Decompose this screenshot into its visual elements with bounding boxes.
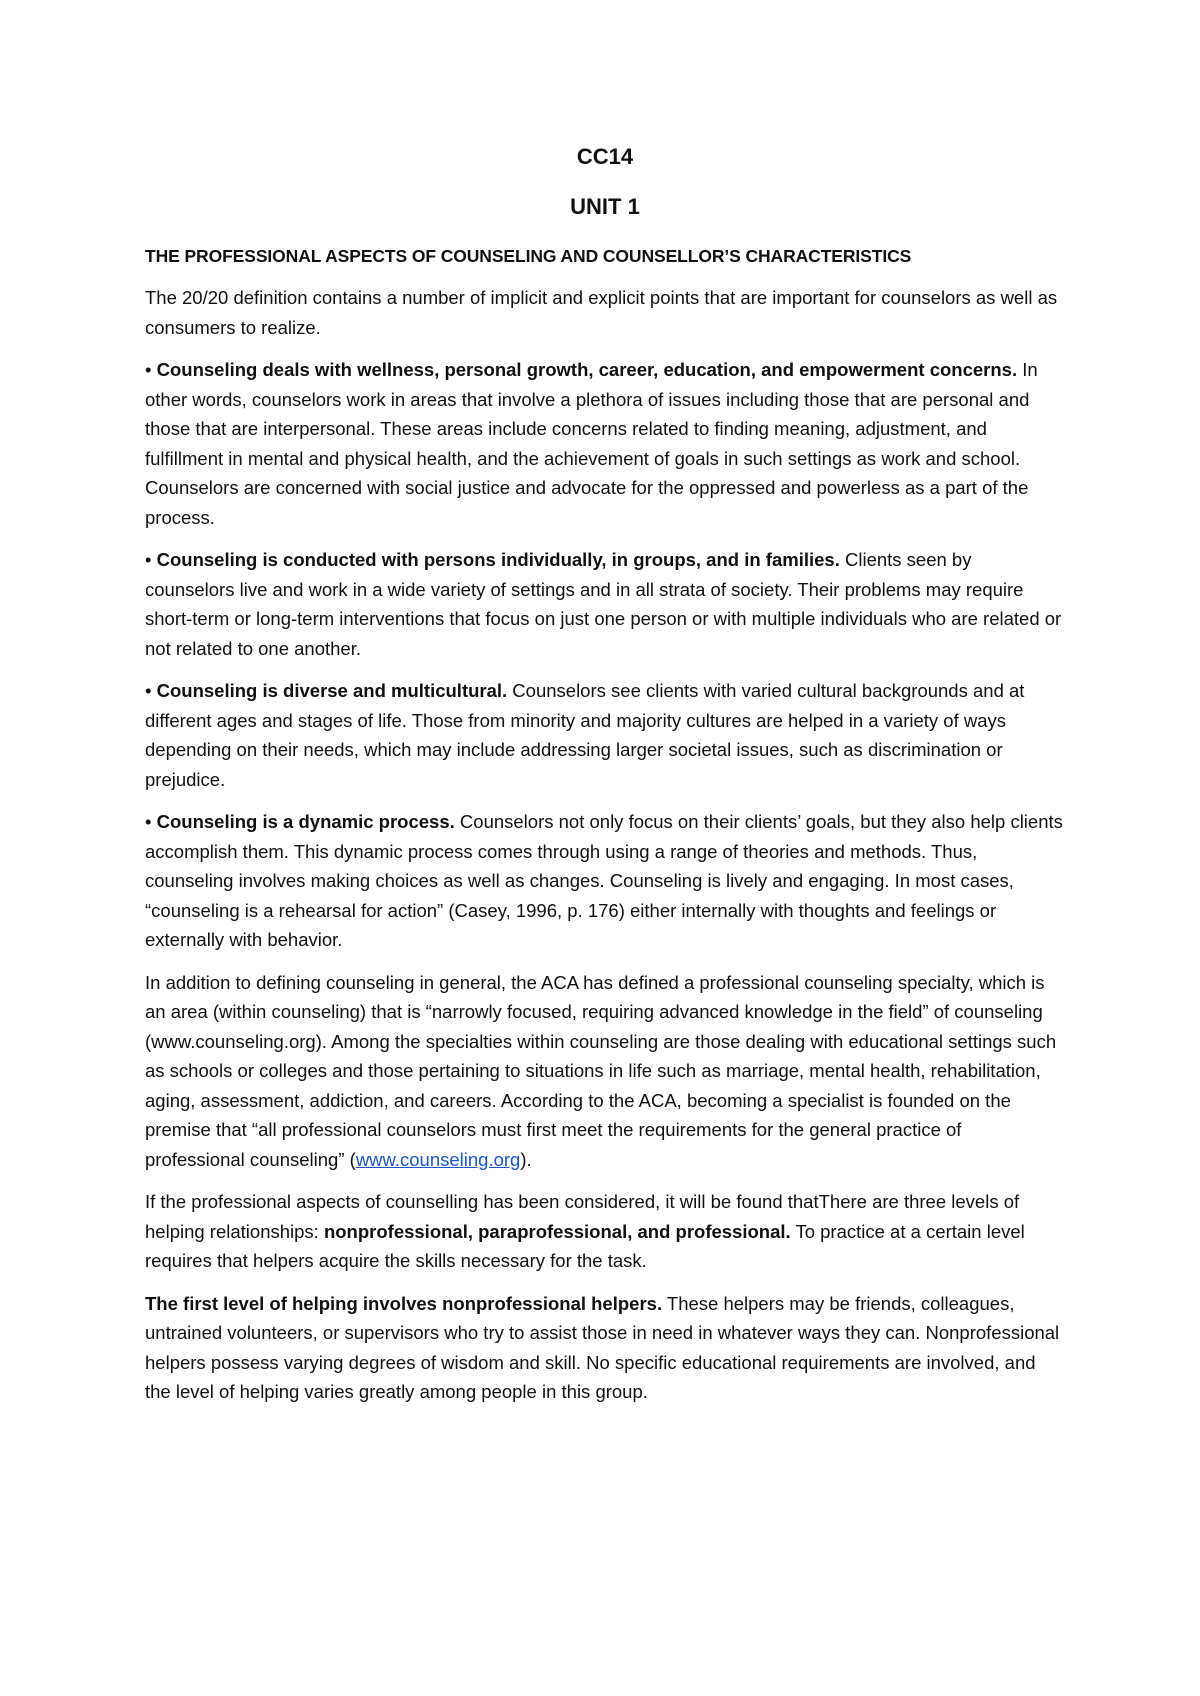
bullet-marker: • — [145, 549, 152, 570]
levels-paragraph — [145, 1187, 1065, 1276]
bullet-text: In other words, counselors work in areas that involve a plethora of issues including those that are personal and those that are interpersonal. These areas include concerns related to finding meaning, adjustment, and fulfillment in mental and physical health, and the achievement of goals in such settings as work and school. Counselors are concerned with social justice and advocate for the oppressed and powerless as a part of the process. — [145, 359, 1038, 528]
levels-text: If the professional aspects of counselling has been considered, it will be found thatThere are three levels of helping relationships: — [145, 1191, 1020, 1242]
section-heading: THE PROFESSIONAL ASPECTS OF COUNSELING AND COUNSELLOR’S CHARACTERISTICS — [145, 246, 912, 266]
first-level-text: These helpers may be friends, colleagues, untrained volunteers, or supervisors who try to assist those in need in whatever ways they can. Nonprofessional helpers possess varying degrees of wisdom and skill. No specific educational requirements are involved, and the level of helping varies greatly among people in this group. — [145, 1292, 1060, 1402]
intro-paragraph: The 20/20 definition contains a number of implicit and explicit points that are important for counselors as well as consumers to realize. — [145, 287, 1058, 338]
bullet-text: Clients seen by counselors live and work in a wide variety of settings and in all strata of society. Their problems may require short-term or long-term interventions that focus on just one person or with multiple individuals who are related or not related to one another. — [145, 549, 1062, 659]
bullet-marker: • — [145, 680, 152, 701]
bullet-paragraph-individuals — [145, 545, 1065, 663]
bullet-text: Counselors see clients with varied cultural backgrounds and at different ages and stages of life. Those from minority and majority cultures are helped in a variety of ways depending on their needs, which may include addressing larger societal issues, such as discrimination or prejudice. — [145, 680, 1025, 790]
bullet-paragraph-dynamic — [145, 807, 1065, 955]
unit-title: UNIT 1 — [570, 194, 640, 219]
first-level-lead: The first level of helping involves nonprofessional helpers. — [145, 1292, 663, 1314]
specialty-text: In addition to defining counseling in general, the ACA has defined a professional counseling specialty, which is an area (within counseling) that is “narrowly focused, requiring advanced knowledge in the field” of counseling (www.counseling.org). Among the specialties within counseling are those dealing with educational settings such as schools or colleges and those pertaining to situations in life such as marriage, mental health, rehabilitation, aging, assessment, addiction, and careers. According to the ACA, becoming a specialist is founded on the premise that “all professional counselors must first meet the requirements for the general practice of professional counseling” ( — [145, 971, 1057, 1170]
bullet-paragraph-multicultural — [145, 676, 1065, 794]
levels-bold: nonprofessional, paraprofessional, and professional. — [323, 1220, 791, 1242]
specialty-text-end: ). — [520, 1148, 532, 1170]
bullet-lead: Counseling deals with wellness, personal growth, career, education, and empowerment concerns. — [156, 359, 1018, 380]
document-code: CC14 — [576, 144, 634, 169]
first-level-paragraph — [145, 1289, 1065, 1407]
document-page — [145, 142, 1065, 1407]
bullet-lead: Counseling is diverse and multicultural. — [156, 680, 508, 701]
bullet-marker: • — [145, 811, 152, 832]
bullet-text: Counselors not only focus on their clients’ goals, but they also help clients accomplish them. This dynamic process comes through using a range of theories and methods. Thus, counseling involves making choices as well as changes. Counseling is lively and engaging. In most cases, “counseling is a rehearsal for action” (Casey, 1996, p. 176) either internally with thoughts and feelings or externally with behavior. — [145, 811, 1063, 950]
bullet-lead: Counseling is conducted with persons individually, in groups, and in families. — [156, 549, 840, 570]
specialty-paragraph — [145, 968, 1065, 1175]
bullet-paragraph-wellness — [145, 355, 1065, 532]
bullet-marker: • — [145, 359, 152, 380]
counseling-org-link[interactable]: www.counseling.org — [355, 1148, 521, 1170]
levels-text-end: To practice at a certain level requires that helpers acquire the skills necessary for the task. — [145, 1220, 1025, 1271]
bullet-lead: Counseling is a dynamic process. — [156, 811, 455, 832]
